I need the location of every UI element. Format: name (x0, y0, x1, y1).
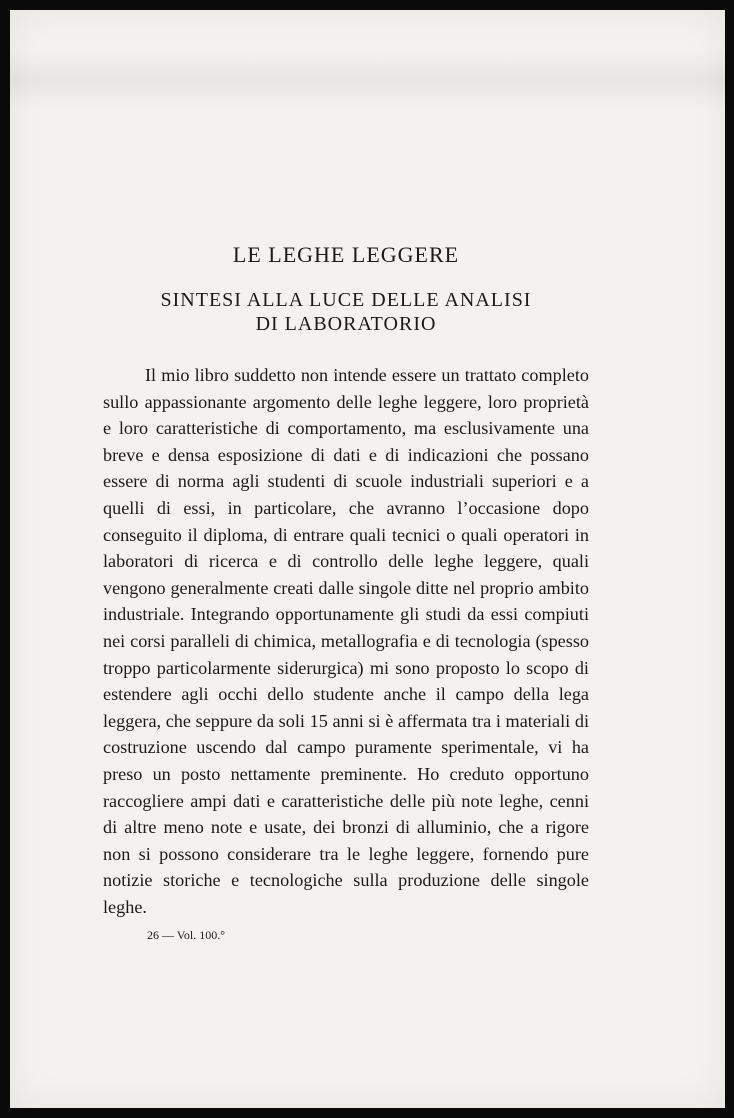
show-through-shadow (10, 50, 725, 110)
subtitle-line-2: DI LABORATORIO (255, 313, 437, 335)
body-paragraph: Il mio libro suddetto non intende essere un trattato completo sullo appassionante argomento delle leghe leggere, loro proprietà e loro caratteristiche di comportamento, ma esclusivamente una breve e densa esposizione di dati e di indicazioni che possano essere di norma agli studenti di scuole industriali superiori e a quelli di essi, in particolare, che avranno l’occasione dopo conseguito il diploma, di entrare quali tecnici o quali operatori in laboratori di ricerca e di controllo delle leghe leggere, quali vengono generalmente creati dalle singole ditte nel proprio ambito industriale. Integrando opportunamente gli studi da essi compiuti nei corsi paralleli di chimica, metallografia e di tecnologia (spesso troppo particolarmente siderurgica) mi sono proposto lo scopo di estendere agli occhi dello studente anche il campo della lega leggera, che seppure da soli 15 anni si è affermata tra i materiali di costruzione uscendo dal campo puramente sperimentale, vi ha preso un posto nettamente preminente. Ho creduto opportuno raccogliere ampi dati e caratteristiche delle più note leghe, cenni di altre meno note e usate, dei bronzi di alluminio, che a rigore non si possono considerare tra le leghe leggere, fornendo pure notizie storiche e tecnologiche sulla produzione delle singole leghe. (103, 365, 589, 917)
document-page (10, 10, 725, 1108)
page-subtitle (103, 288, 589, 336)
subtitle-line-1: SINTESI ALLA LUCE DELLE ANALISI (160, 289, 532, 311)
page-title: LE LEGHE LEGGERE (232, 242, 460, 267)
text-block (103, 242, 589, 943)
page-footer-signature: 26 — Vol. 100.° (147, 928, 226, 943)
